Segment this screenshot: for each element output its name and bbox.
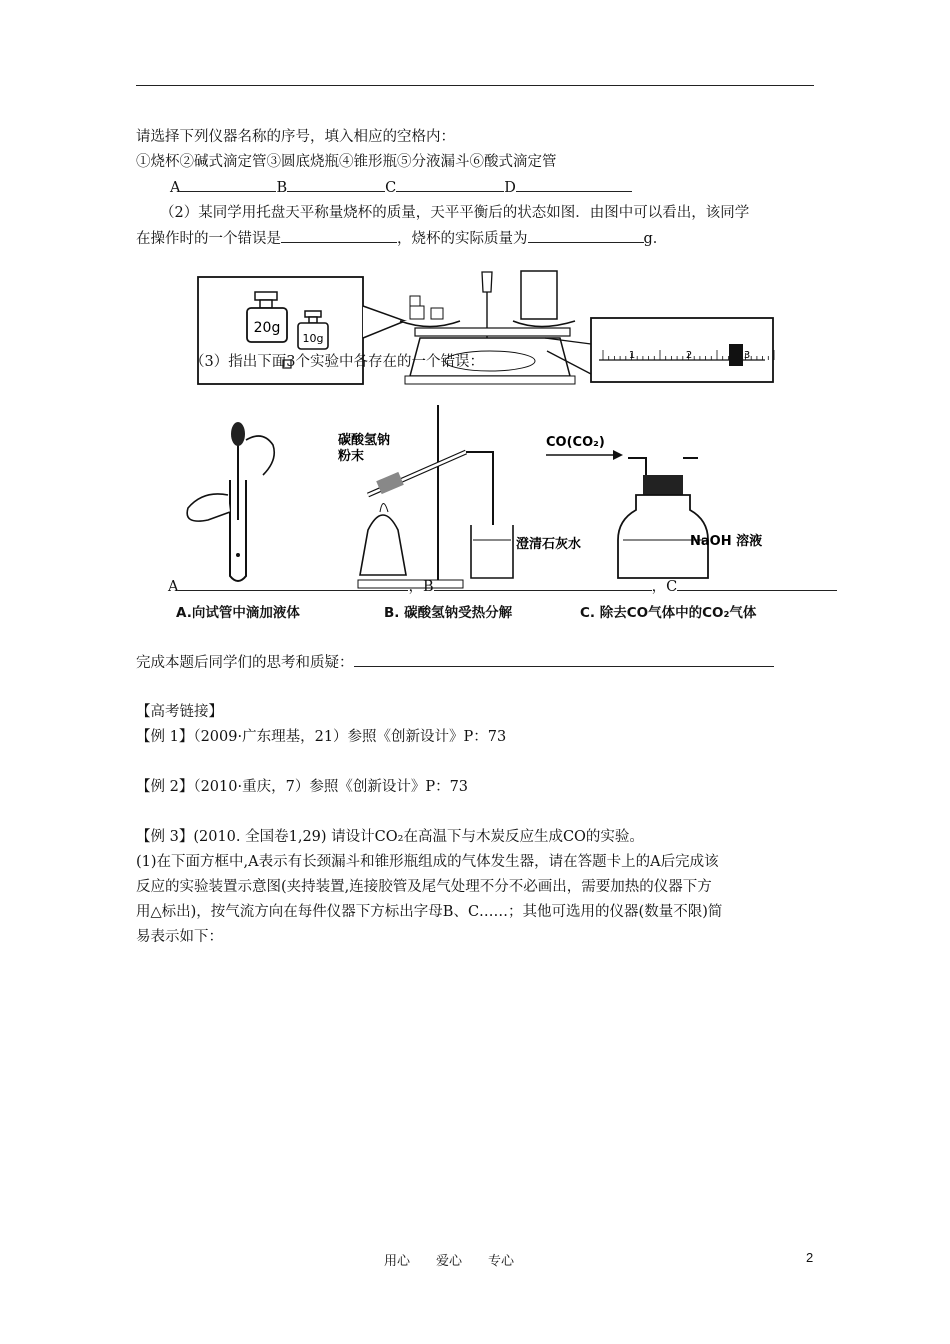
blank-label-a: A <box>170 180 181 196</box>
q2-line2 <box>136 228 667 249</box>
label-powder: 粉末 <box>338 449 365 464</box>
answer-blank-b[interactable] <box>287 177 385 192</box>
q1-instruction: 请选择下列仪器名称的序号，填入相应的空格内： <box>136 129 455 145</box>
answer-blank-d[interactable] <box>516 177 632 192</box>
gaokao-heading: 【高考链接】 <box>136 704 223 720</box>
answer-blank-c[interactable] <box>396 177 504 192</box>
reflection-line <box>136 652 774 673</box>
scale-tick-3: 3 <box>743 350 751 361</box>
answer-blank-error[interactable] <box>281 228 397 243</box>
example-3-para-1: (1)在下面方框中,A表示有长颈漏斗和锥形瓶组成的气体发生器，请在答题卡上的A后完成该 <box>136 854 719 870</box>
q2-text-a: 在操作时的一个错误是 <box>136 231 281 247</box>
experiment-a-icon <box>187 422 274 581</box>
blank-label-b: B <box>276 180 288 196</box>
page-number: 2 <box>806 1250 814 1265</box>
gas-arrow-icon <box>613 450 623 460</box>
experiment-b-icon <box>337 405 581 588</box>
q3-text: （3）指出下面3个实验中各存在的一个错误： <box>190 354 484 370</box>
weight-10g-label: 10g <box>302 332 324 345</box>
exp-blank-label-c: ，C <box>651 579 678 595</box>
label-sodium-bicarbonate: 碳酸氢钠 <box>338 433 391 448</box>
answer-blank-mass[interactable] <box>528 228 644 243</box>
example-1: 【例 1】（2009·广东理基，21）参照《创新设计》P：73 <box>136 729 507 745</box>
q2-text-c: g． <box>643 231 668 247</box>
q2-text-b: ，烧杯的实际质量为 <box>397 231 528 247</box>
answer-blank-exp-c[interactable] <box>677 576 837 591</box>
answer-blank-a[interactable] <box>180 177 276 192</box>
blank-label-c: C <box>385 180 397 196</box>
caption-c: C. 除去CO气体中的CO₂气体 <box>580 605 757 621</box>
scale-tick-2: 2 <box>685 350 693 361</box>
experiment-blanks-row <box>168 576 837 597</box>
caption-b: B. 碳酸氢钠受热分解 <box>384 605 513 621</box>
label-gas: CO(CO₂) <box>546 435 605 450</box>
answer-blank-reflection[interactable] <box>354 652 774 667</box>
exp-blank-label-b: ，B <box>408 579 434 595</box>
header-rule <box>136 85 814 86</box>
q2-line1: （2）某同学用托盘天平称量烧杯的质量，天平平衡后的状态如图．由图中可以看出，该同学 <box>160 205 750 221</box>
example-3-title: 【例 3】(2010. 全国卷1,29) 请设计CO₂在高温下与木炭反应生成CO的实验。 <box>136 829 644 845</box>
label-limewater: 澄清石灰水 <box>516 537 582 552</box>
example-3-para-2: 反应的实验装置示意图(夹持装置,连接胶管及尾气处理不分不必画出，需要加热的仪器下方 <box>136 879 712 895</box>
label-naoh: NaOH 溶液 <box>690 534 763 549</box>
weight-20g-label: 20g <box>253 320 281 336</box>
experiment-c-icon <box>546 435 762 578</box>
caption-a: A.向试管中滴加液体 <box>176 605 300 621</box>
experiments-figure <box>168 400 818 590</box>
q1-blanks-row <box>170 177 632 198</box>
rider-icon <box>729 344 743 366</box>
example-3-para-3: 用△标出)，按气流方向在每件仪器下方标出字母B、C……；其他可选用的仪器(数量不限)简 <box>136 904 723 920</box>
example-2: 【例 2】（2010·重庆，7）参照《创新设计》P：73 <box>136 779 469 795</box>
footer-motto: 用心 爱心 专心 <box>384 1254 515 1269</box>
answer-blank-exp-a[interactable] <box>178 576 408 591</box>
q1-options: ①烧杯②碱式滴定管③圆底烧瓶④锥形瓶⑤分液漏斗⑥酸式滴定管 <box>136 154 557 170</box>
reflection-prompt: 完成本题后同学们的思考和质疑： <box>136 655 354 671</box>
blank-label-d: D <box>504 180 516 196</box>
exp-blank-label-a: A <box>168 579 179 595</box>
answer-blank-exp-b[interactable] <box>434 576 652 591</box>
scale-tick-1: 1 <box>628 350 636 361</box>
example-3-para-4: 易表示如下： <box>136 929 223 945</box>
